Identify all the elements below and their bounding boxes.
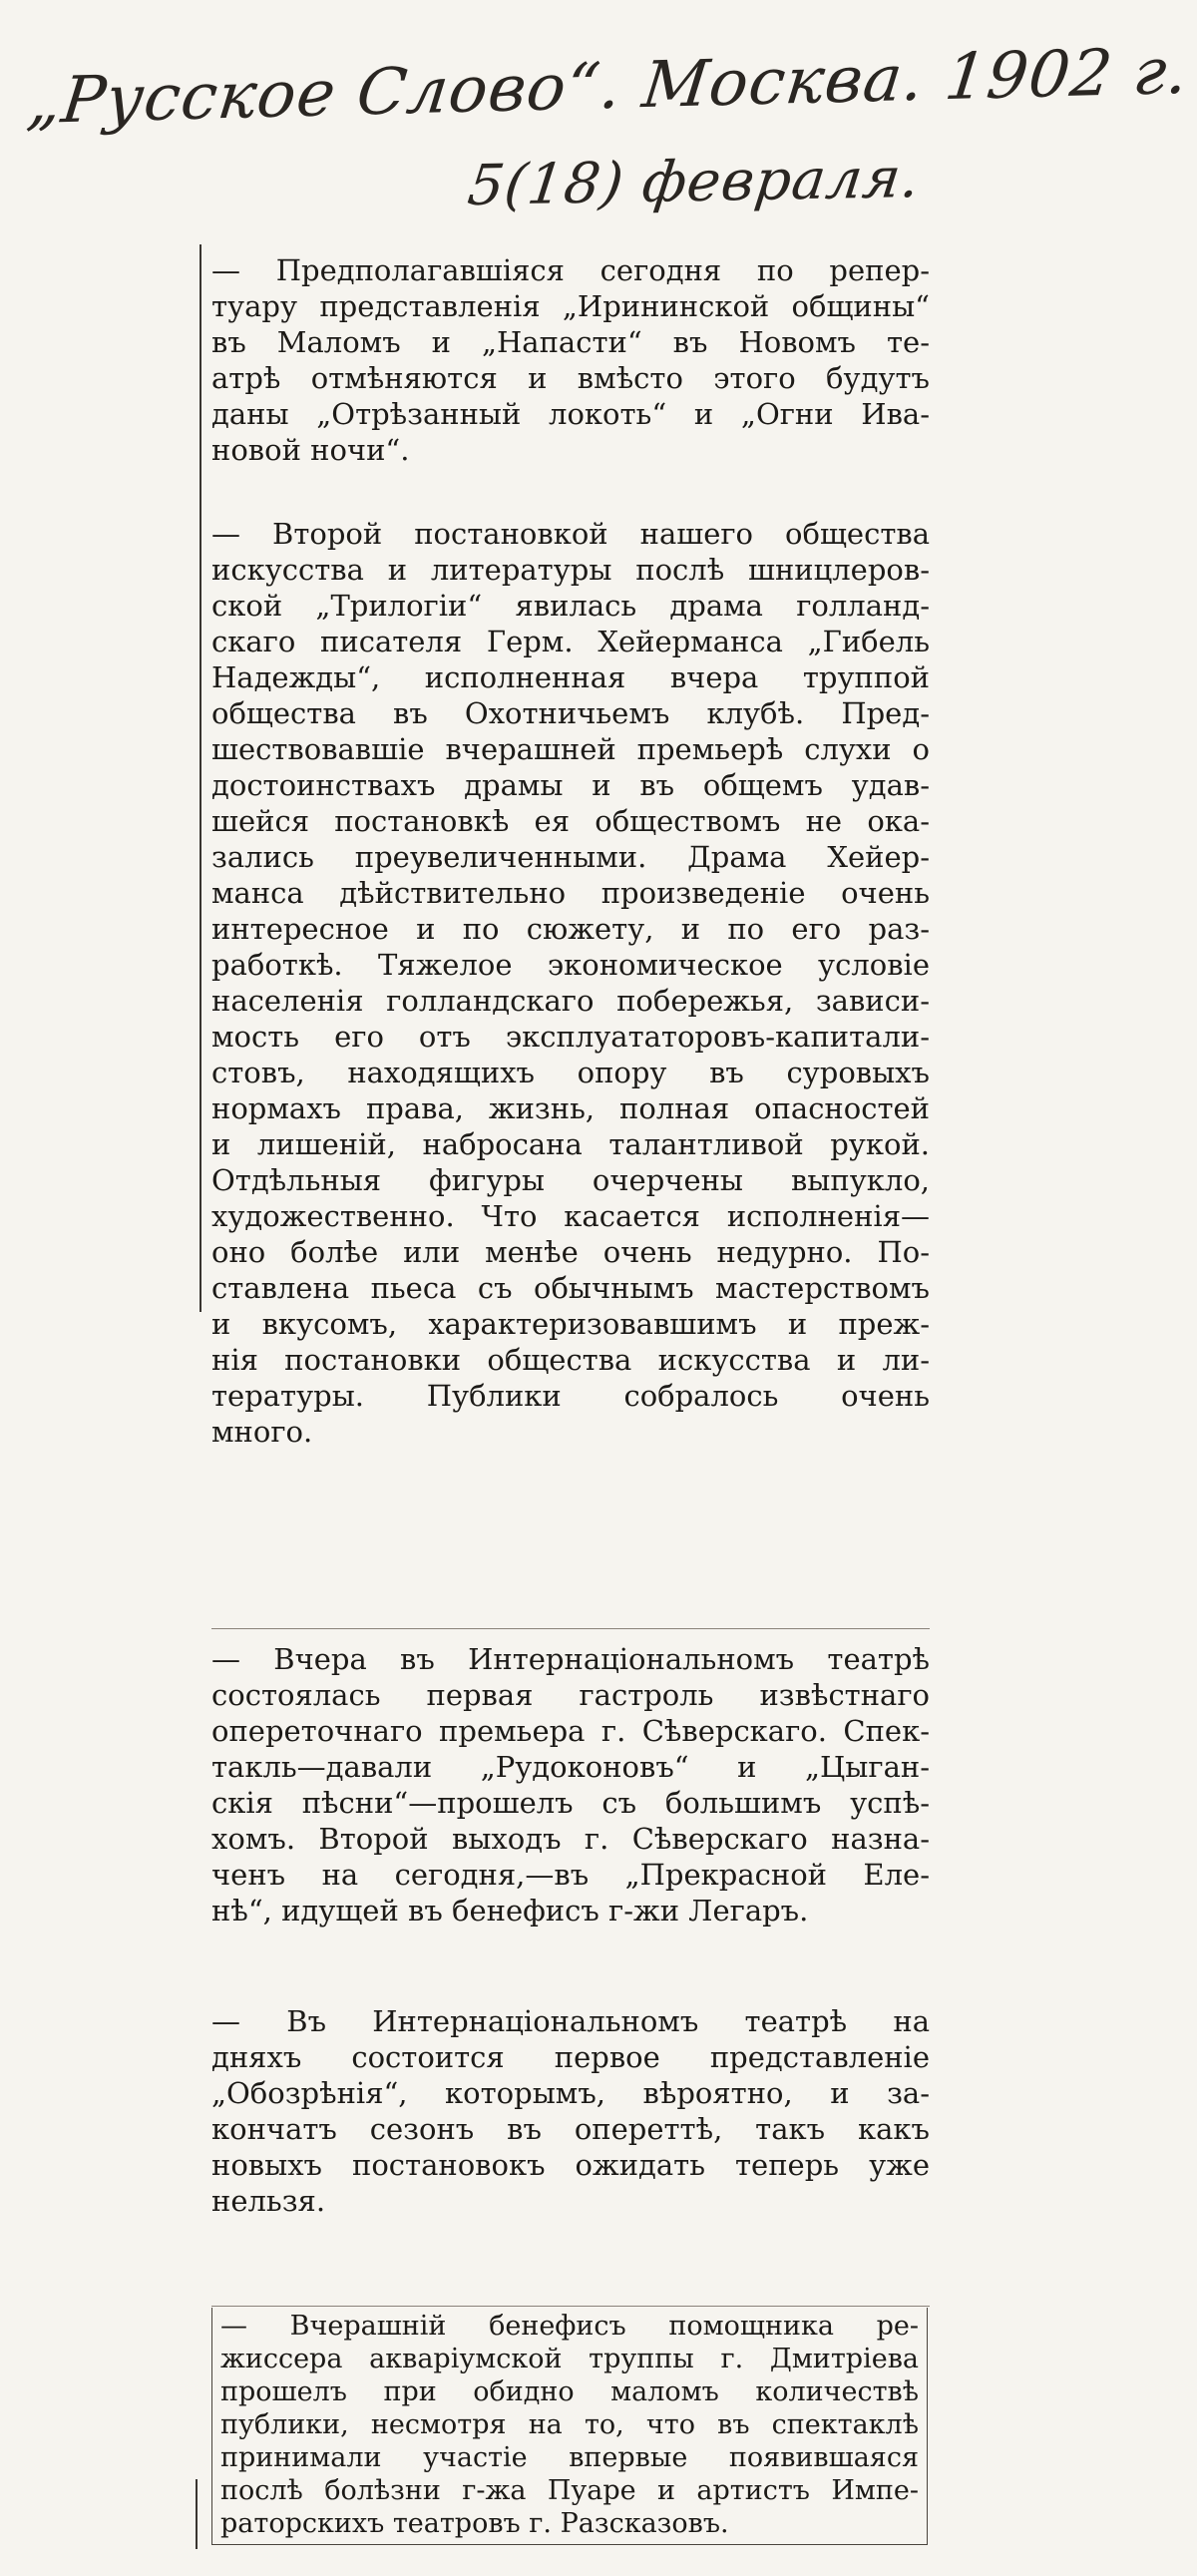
handwritten-source-note: „Русское Слово“. Москва. 1902 г.	[23, 34, 1193, 140]
text-line: — Вчерашній бенефисъ помощника ре-	[220, 2311, 919, 2342]
text-line: нѣ“, идущей въ бенефисъ г-жи Легаръ.	[211, 1894, 809, 1928]
text-line: мость его отъ эксплуататоровъ-капитали-	[211, 1020, 930, 1054]
text-line: такль—давали „Рудоконовъ“ и „Цыган-	[211, 1750, 930, 1784]
handwritten-header	[23, 20, 1193, 229]
text-line: раторскихъ театровъ г. Разсказовъ.	[220, 2508, 729, 2539]
text-line: манса дѣйствительно произведеніе очень	[211, 876, 930, 910]
text-line: населенія голландскаго побережья, зависи-	[211, 984, 930, 1018]
column-rule	[196, 2479, 198, 2549]
text-line: туару представленія „Ирининской общины“	[211, 289, 930, 323]
text-line: „Обозрѣнія“, которымъ, вѣроятно, и за-	[211, 2076, 930, 2110]
article-benefit-performance	[211, 2308, 928, 2545]
article-divider	[211, 1628, 930, 1629]
text-line: новой ночи“.	[211, 433, 410, 467]
text-line: нельзя.	[211, 2184, 326, 2218]
text-line: кончатъ сезонъ въ опереттѣ, такъ какъ	[211, 2112, 930, 2146]
text-line: новыхъ постановокъ ожидать теперь уже	[211, 2148, 930, 2182]
text-line: работкѣ. Тяжелое экономическое условіе	[211, 948, 930, 982]
handwritten-date-note: 5(18) февраля.	[464, 146, 925, 218]
text-line: хомъ. Второй выходъ г. Сѣверскаго назна-	[211, 1822, 930, 1856]
text-line: даны „Отрѣзанный локоть“ и „Огни Ива-	[211, 397, 930, 431]
text-line: ской „Трилогіи“ явилась драма голланд-	[211, 589, 930, 623]
text-line: состоялась первая гастроль извѣстнаго	[211, 1678, 930, 1712]
text-line: жиссера акваріумской труппы г. Дмитріева	[220, 2344, 919, 2374]
text-line: искусства и литературы послѣ шницлеров-	[211, 553, 930, 587]
article-hope-premiere	[211, 516, 930, 1450]
text-line: скаго писателя Герм. Хейерманса „Гибель	[211, 625, 930, 658]
column-rule	[200, 244, 201, 1312]
article-review-premiere	[211, 2003, 930, 2219]
text-line: нія постановки общества искусства и ли-	[211, 1343, 930, 1377]
text-line: нормахъ права, жизнь, полная опасностей	[211, 1091, 930, 1125]
text-line: художественно. Что касается исполненія—	[211, 1199, 930, 1233]
text-line: въ Маломъ и „Напасти“ въ Новомъ те-	[211, 325, 930, 359]
text-line: Отдѣльныя фигуры очерчены выпукло,	[211, 1163, 930, 1197]
text-line: стовъ, находящихъ опору въ суровыхъ	[211, 1056, 930, 1089]
newspaper-clipping	[190, 244, 948, 2549]
text-line: интересное и по сюжету, и по его раз-	[211, 912, 930, 946]
text-line: публики, несмотря на то, что въ спектаклѣ	[220, 2409, 919, 2440]
text-line: прошелъ при обидно маломъ количествѣ	[220, 2376, 919, 2407]
text-line: общества въ Охотничьемъ клубѣ. Пред-	[211, 696, 930, 730]
text-line: оно болѣе или менѣе очень недурно. По-	[211, 1235, 930, 1269]
text-line: зались преувеличенными. Драма Хейер-	[211, 840, 930, 874]
text-line: и лишеній, набросана талантливой рукой.	[211, 1127, 930, 1161]
text-line: ченъ на сегодня,—въ „Прекрасной Еле-	[211, 1858, 930, 1892]
article-seversky-guest	[211, 1641, 930, 1929]
text-line: шествовавшіе вчерашней премьерѣ слухи о	[211, 732, 930, 766]
text-line: шейся постановкѣ ея обществомъ не ока-	[211, 804, 930, 838]
text-line: атрѣ отмѣняются и вмѣсто этого будутъ	[211, 361, 930, 395]
text-line: скія пѣсни“—прошелъ съ большимъ успѣ-	[211, 1786, 930, 1820]
text-line: — Въ Интернаціональномъ театрѣ на	[211, 2004, 930, 2038]
text-line: ставлена пьеса съ обычнымъ мастерствомъ	[211, 1271, 930, 1305]
text-line: — Вчера въ Интернаціональномъ театрѣ	[211, 1642, 930, 1676]
text-line: и вкусомъ, характеризовавшимъ и преж-	[211, 1307, 930, 1341]
text-line: дняхъ состоится первое представленіе	[211, 2040, 930, 2074]
text-line: тературы. Публики собралось очень	[211, 1379, 930, 1413]
text-line: — Предполагавшіяся сегодня по репер-	[211, 253, 930, 287]
text-line: — Второй постановкой нашего общества	[211, 517, 930, 551]
text-line: Надежды“, исполненная вчера труппой	[211, 660, 930, 694]
article-divider	[211, 2306, 930, 2307]
text-line: много.	[211, 1415, 313, 1449]
text-line: принимали участіе впервые появившаяся	[220, 2442, 919, 2473]
text-line: достоинствахъ драмы и въ общемъ удав-	[211, 768, 930, 802]
text-line: послѣ болѣзни г-жа Пуаре и артистъ Импе-	[220, 2475, 919, 2506]
article-repertoire-changes	[211, 252, 930, 468]
text-line: опереточнаго премьера г. Сѣверскаго. Спек-	[211, 1714, 930, 1748]
